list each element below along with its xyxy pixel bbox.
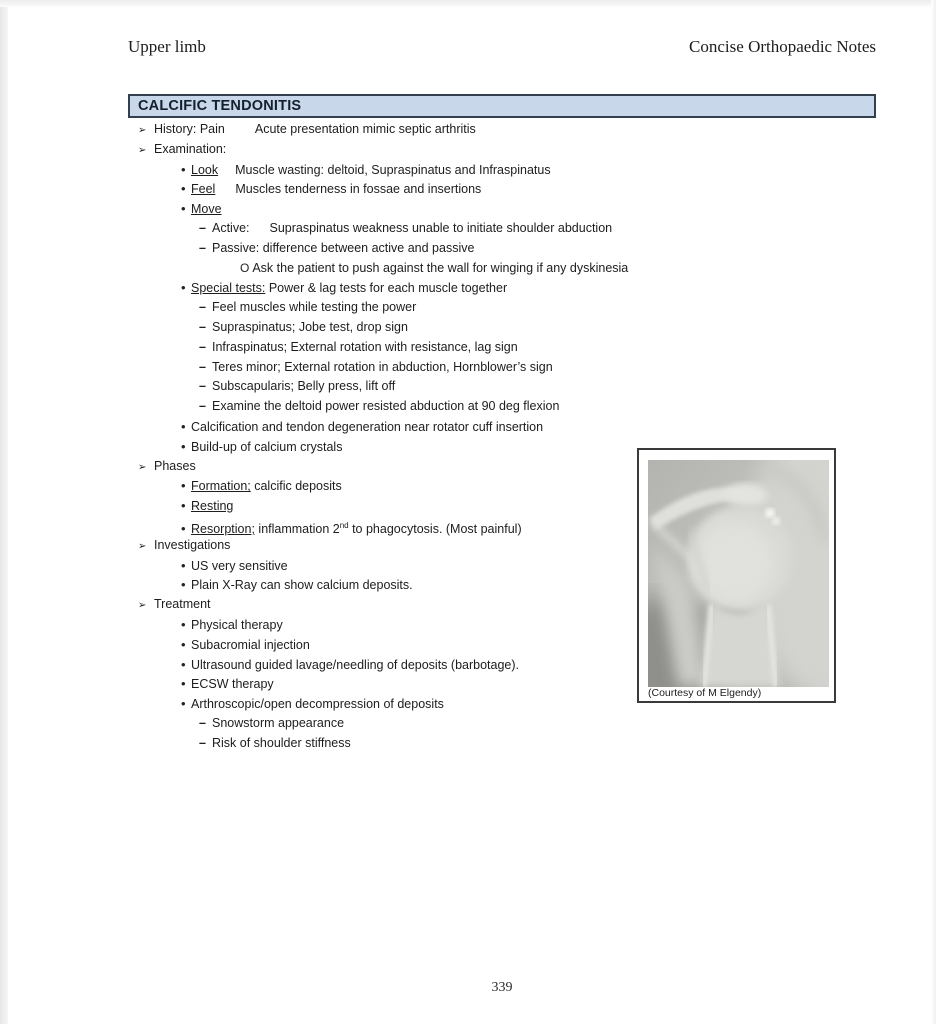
page-edge-shadow-top	[0, 0, 936, 7]
list-line	[128, 615, 708, 635]
dot-bullet: •	[181, 418, 186, 434]
header-chapter-title: Upper limb	[128, 37, 206, 56]
text-segment: Ask the patient to push against the wall for winging if any dyskinesia	[252, 260, 629, 275]
list-line	[128, 160, 708, 180]
text-segment: Active:	[212, 220, 250, 235]
text-segment: Passive: difference between active and passive	[212, 240, 475, 255]
text-segment: Subscapularis; Belly press, lift off	[212, 379, 396, 394]
list-line	[128, 437, 708, 457]
dot-bullet: •	[181, 676, 186, 692]
dot-bullet: •	[181, 478, 186, 494]
arrow-bullet: ➢	[138, 144, 147, 156]
text-segment: History: Pain	[154, 122, 225, 136]
dot-bullet: •	[181, 520, 186, 536]
xray-figure-frame	[637, 448, 836, 703]
text-segment: Subacromial injection	[191, 637, 310, 652]
page-number: 339	[491, 980, 513, 995]
dash-bullet: –	[199, 359, 206, 374]
text-segment: Supraspinatus weakness unable to initiate shoulder abduction	[269, 220, 613, 235]
list-line	[128, 674, 708, 694]
dot-bullet: •	[181, 656, 186, 672]
list-line	[128, 734, 708, 754]
list-line	[128, 219, 708, 239]
text-segment: Acute presentation mimic septic arthritis	[254, 122, 476, 136]
list-line	[128, 556, 708, 576]
text-segment: Supraspinatus; Jobe test, drop sign	[212, 319, 408, 334]
page-edge-shadow-right	[931, 0, 936, 1024]
list-line	[128, 179, 708, 199]
text-segment: Ultrasound guided lavage/needling of deposits (barbotage).	[191, 657, 520, 672]
dot-bullet: •	[181, 636, 186, 652]
list-line	[128, 338, 708, 358]
list-line	[128, 516, 708, 536]
dot-bullet: •	[181, 181, 186, 197]
text-segment: Feel muscles while testing the power	[212, 300, 417, 315]
header-book-title: Concise Orthopaedic Notes	[689, 37, 876, 56]
xray-illustration	[648, 460, 829, 687]
text-segment: Treatment	[154, 597, 211, 612]
running-header	[128, 37, 876, 57]
dot-bullet: •	[181, 577, 186, 593]
text-segment: Phases	[154, 458, 196, 473]
arrow-bullet: ➢	[138, 461, 147, 473]
list-line	[128, 259, 708, 279]
arrow-bullet: ➢	[138, 540, 147, 552]
dash-bullet: –	[199, 240, 206, 255]
list-line	[128, 199, 708, 219]
list-line	[128, 318, 708, 338]
text-segment: Look	[191, 162, 219, 177]
shoulder-xray-image	[648, 460, 829, 687]
dot-bullet: •	[181, 201, 186, 217]
text-segment: Risk of shoulder stiffness	[212, 735, 351, 750]
text-segment: calcific deposits	[250, 479, 342, 494]
text-segment: Infraspinatus; External rotation with resistance, lag sign	[212, 339, 518, 354]
text-segment: Examination:	[154, 141, 227, 156]
page-edge-shadow-left	[0, 0, 8, 1024]
text-segment: Build-up of calcium crystals	[191, 439, 343, 454]
list-line	[128, 476, 708, 496]
list-line	[128, 239, 708, 259]
text-segment: Formation;	[191, 479, 251, 494]
text-segment: Move	[191, 202, 222, 217]
section-title-banner	[128, 94, 876, 118]
list-line	[128, 298, 708, 318]
text-segment: Power & lag tests for each muscle together	[265, 281, 508, 296]
text-segment: to phagocytosis. (Most painful)	[348, 521, 522, 536]
dash-bullet: –	[199, 379, 206, 394]
list-line	[128, 694, 708, 714]
list-line	[128, 377, 708, 397]
list-line	[128, 595, 708, 615]
list-line	[128, 358, 708, 378]
dot-bullet: •	[181, 498, 186, 514]
dot-bullet: •	[181, 696, 186, 712]
list-line	[128, 417, 708, 437]
text-segment: Physical therapy	[191, 617, 283, 632]
text-segment: Special tests:	[191, 281, 266, 296]
dot-bullet: •	[181, 557, 186, 573]
list-line	[128, 635, 708, 655]
list-line	[128, 655, 708, 675]
list-line	[128, 278, 708, 298]
text-segment: Muscles tenderness in fossae and insertions	[235, 182, 482, 197]
dash-bullet: –	[199, 735, 206, 750]
list-line	[128, 140, 708, 160]
text-segment: nd	[339, 520, 349, 530]
figure-caption: (Courtesy of M Elgendy)	[648, 687, 762, 699]
arrow-bullet: ➢	[138, 125, 147, 136]
list-line	[128, 575, 708, 595]
text-segment: inflammation 2	[254, 521, 340, 536]
dash-bullet: –	[199, 300, 206, 315]
dash-bullet: –	[199, 399, 206, 414]
dot-bullet: •	[181, 161, 186, 177]
content-lines	[128, 120, 708, 754]
list-line	[128, 120, 708, 140]
dash-bullet: –	[199, 715, 206, 730]
circle-bullet: O	[240, 260, 250, 275]
arrow-bullet: ➢	[138, 600, 147, 612]
text-segment: Teres minor; External rotation in abduction, Hornblower’s sign	[212, 359, 553, 374]
text-segment: Feel	[191, 182, 216, 197]
dot-bullet: •	[181, 616, 186, 632]
dash-bullet: –	[199, 319, 206, 334]
text-segment: Resorption;	[191, 521, 255, 536]
list-line	[128, 536, 708, 556]
list-line	[128, 397, 708, 417]
text-segment: Plain X-Ray can show calcium deposits.	[191, 578, 413, 593]
text-segment: US very sensitive	[191, 558, 288, 573]
text-segment: Muscle wasting: deltoid, Supraspinatus and Infraspinatus	[235, 162, 551, 177]
text-segment: Arthroscopic/open decompression of deposits	[191, 697, 444, 712]
section-title: CALCIFIC TENDONITIS	[138, 98, 302, 114]
text-segment: Calcification and tendon degeneration near rotator cuff insertion	[191, 419, 544, 434]
text-segment: ECSW therapy	[191, 677, 274, 692]
dot-bullet: •	[181, 438, 186, 454]
list-line	[128, 496, 708, 516]
text-segment: Examine the deltoid power resisted abduction at 90 deg flexion	[212, 399, 560, 414]
dash-bullet: –	[199, 220, 206, 235]
text-segment: Snowstorm appearance	[212, 715, 345, 730]
dash-bullet: –	[199, 339, 206, 354]
text-segment: Resting	[191, 499, 234, 514]
list-line	[128, 714, 708, 734]
list-line	[128, 457, 708, 477]
dot-bullet: •	[181, 280, 186, 296]
text-segment: Investigations	[154, 537, 231, 552]
